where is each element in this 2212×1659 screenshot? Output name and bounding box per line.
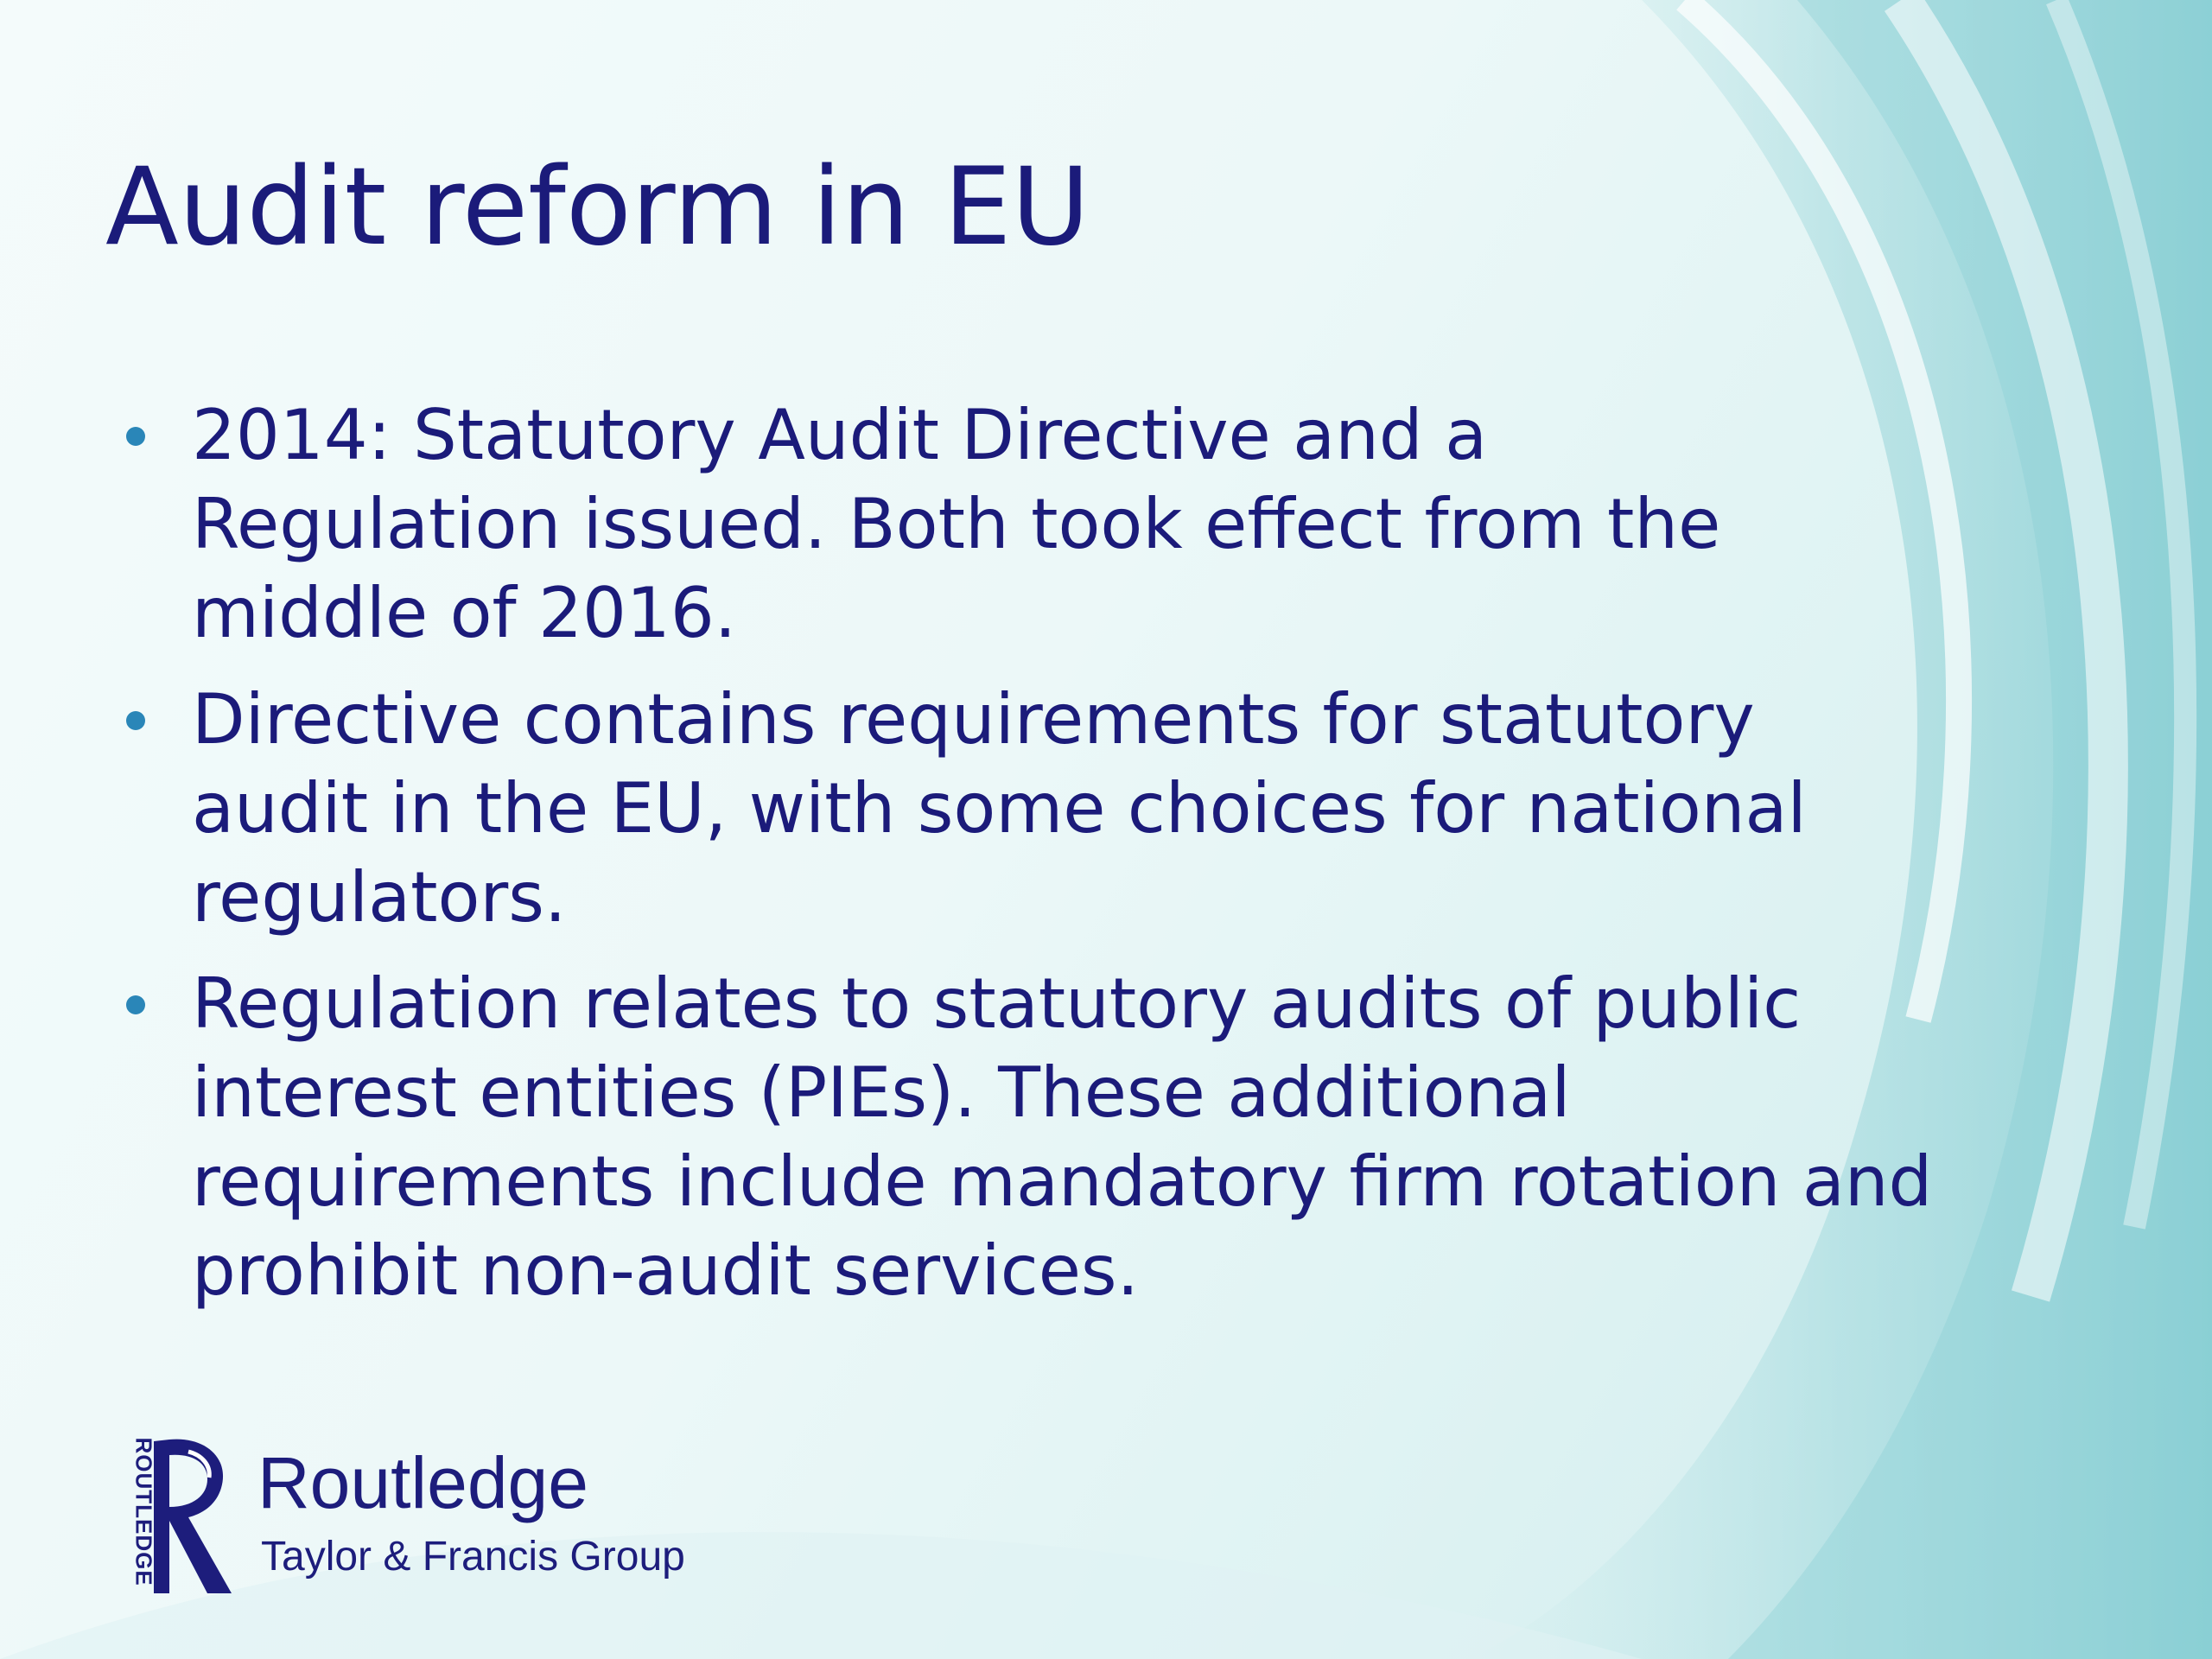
bullet-text: 2014: Statutory Audit Directive and a Regulation issued. Both took effect from the middle of 2016. [192, 395, 1721, 653]
logo-tagline: Taylor & Francis Group [261, 1534, 685, 1580]
bullet-text: Directive contains requirements for statutory audit in the EU, with some choices for national regulators. [192, 679, 1807, 938]
bullet-item [121, 675, 2108, 942]
bullet-item [121, 959, 2108, 1315]
logo-vertical-text: ROUTLEDGE [130, 1437, 157, 1586]
bullet-text: Regulation relates to statutory audits of public interest entities (PIEs). These additional requirements include mandatory firm rotation and prohibit non-audit services. [192, 963, 1933, 1311]
routledge-logo [128, 1434, 698, 1599]
bullet-list [121, 391, 2108, 1332]
slide-title: Audit reform in EU [105, 145, 1090, 270]
bullet-item [121, 391, 2108, 658]
bullet-dot-icon [126, 995, 145, 1014]
bullet-dot-icon [126, 711, 145, 730]
logo-name: Routledge [257, 1442, 588, 1523]
bullet-dot-icon [126, 427, 145, 446]
